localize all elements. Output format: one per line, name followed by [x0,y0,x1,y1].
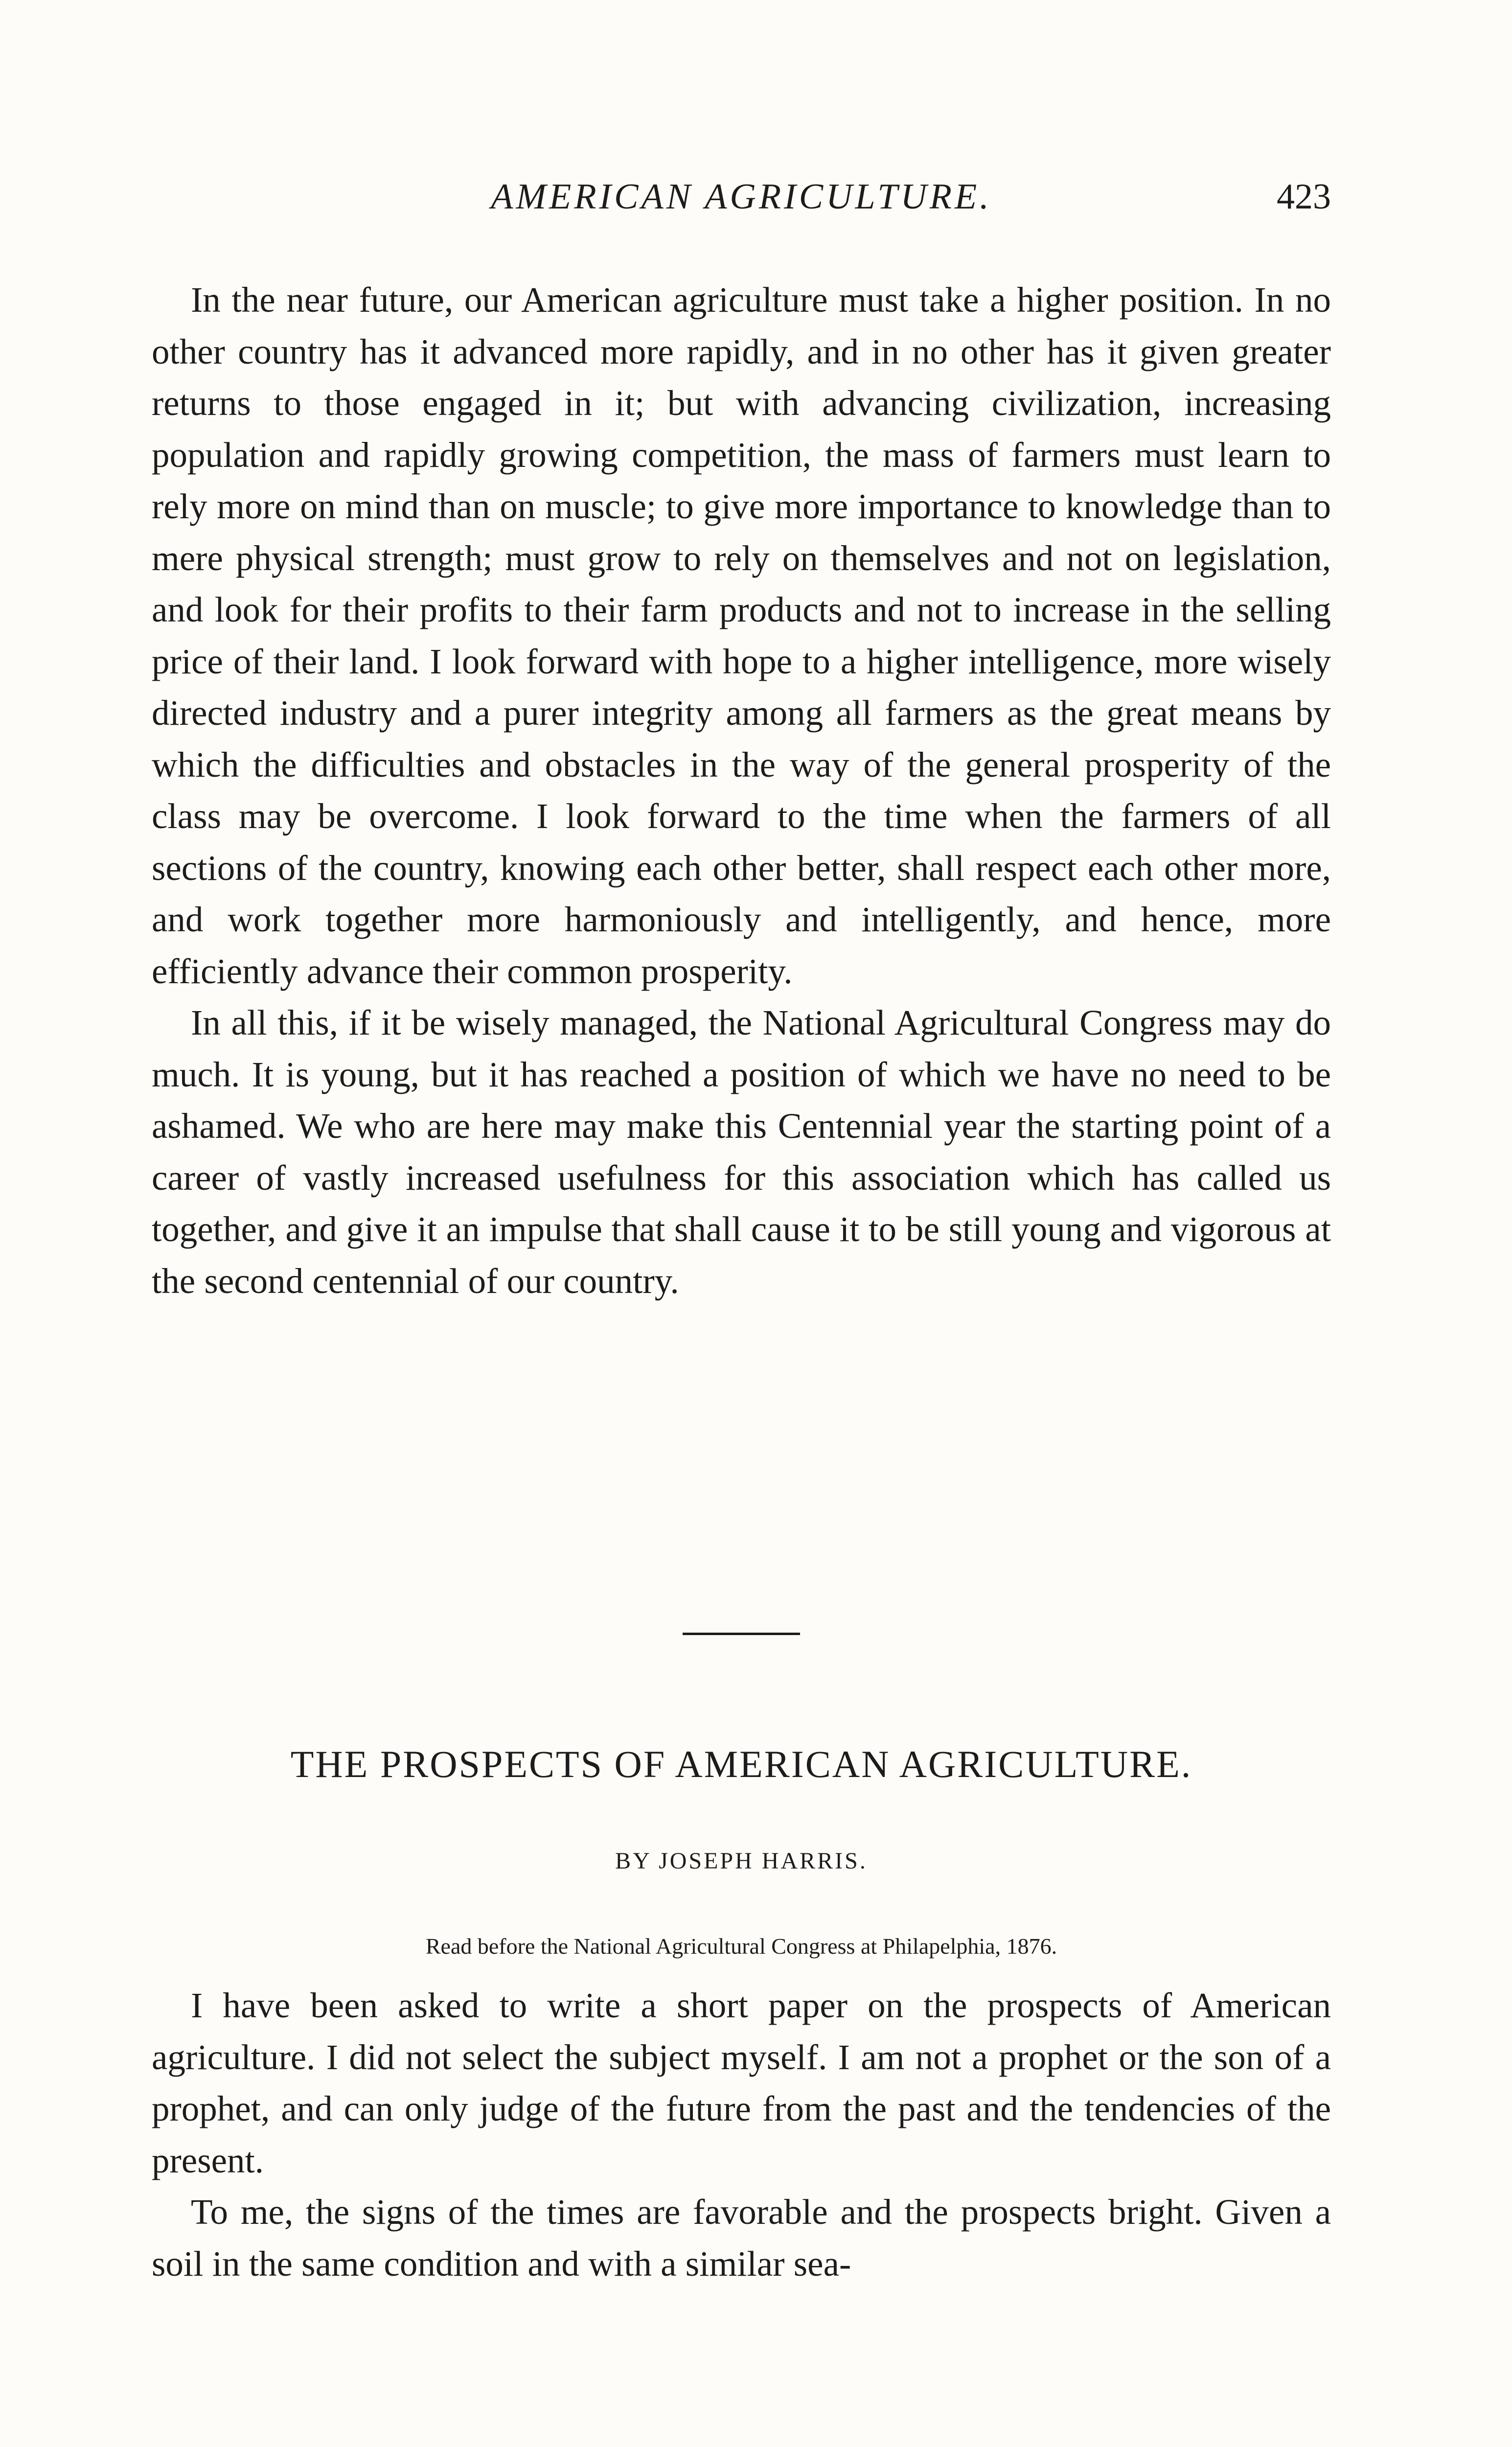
running-head [152,176,1331,230]
section-divider [683,1633,800,1635]
paragraph: I have been asked to write a short paper on the prospects of American agriculture. I did not select the subject myself. I am not a prophet or the son of a prophet, and can only judge of the future from the past and the tendencies of the present. [152,1985,1331,2180]
closing-section [152,274,1331,1307]
article-body [152,1980,1331,2289]
paragraph: To me, the signs of the times are favorable and the prospects bright. Given a soil in the same condition and with a similar sea- [152,2192,1331,2284]
page-number: 423 [1277,177,1331,217]
running-title: AMERICAN AGRICULTURE. [491,177,992,217]
article-read-note: Read before the National Agricultural Congress at Philapelphia, 1876. [425,1934,1057,1959]
paragraph: In the near future, our American agriculture must take a higher position. In no other country has it advanced more rapidly, and in no other has it given greater returns to those engaged in it; but with advancing civilization, increasing population and rapidly growing competition, the mass of farmers must learn to rely more on mind than on muscle; to give more importance to knowledge than to mere physical strength; must grow to rely on themselves and not on legislation, and look for their profits to their farm products and not to increase in the selling price of their land. I look forward with hope to a higher intelligence, more wisely directed industry and a purer integrity among all farmers as the great means by which the difficulties and obstacles in the way of the general prosperity of the class may be overcome. I look forward to the time when the farmers of all sections of the country, knowing each other better, shall respect each other more, and work together more harmoniously and intelligently, and hence, more efficiently advance their common prosperity. [152,280,1331,991]
article-byline: BY JOSEPH HARRIS. [615,1848,868,1874]
article-title: THE PROSPECTS OF AMERICAN AGRICULTURE. [290,1743,1192,1785]
paragraph: In all this, if it be wisely managed, the National Agricultural Congress may do much. It is young, but it has reached a position of which we have no need to be ashamed. We who are here may make this Centennial year the starting point of a career of vastly increased usefulness for this association which has called us together, and give it an impulse that shall cause it to be still young and vigorous at the second centennial of our country. [152,1003,1331,1301]
